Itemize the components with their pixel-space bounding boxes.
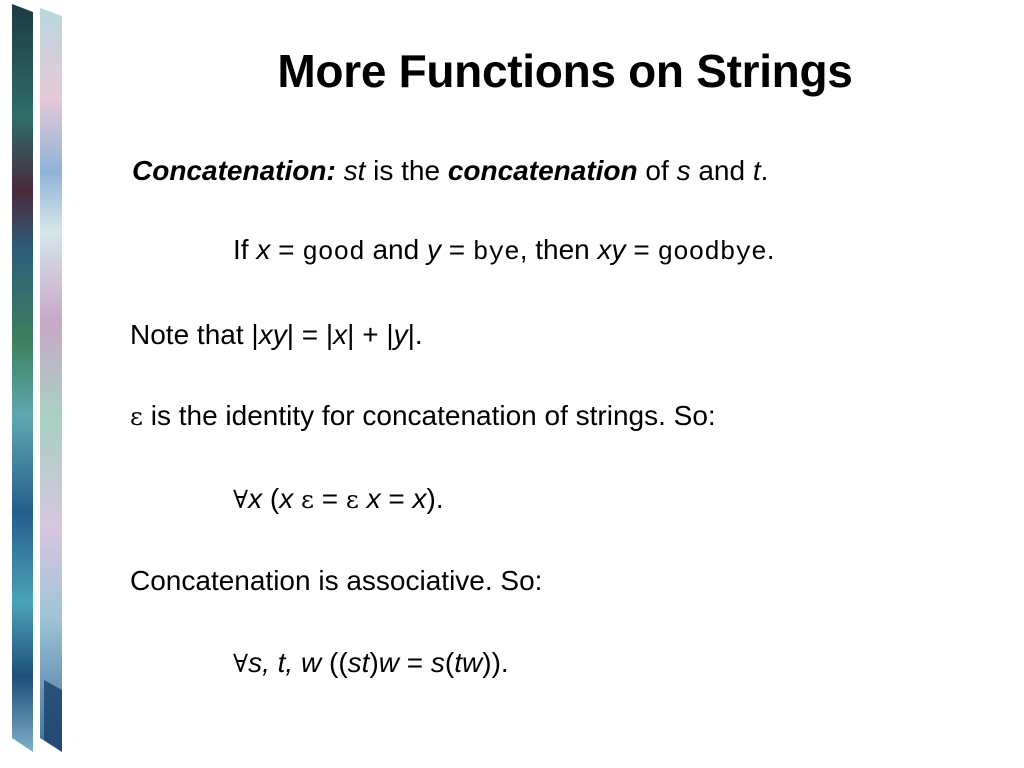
slide-title: More Functions on Strings — [277, 45, 853, 97]
concatenation-definition: Concatenation: st is the concatenation of s and t. — [132, 155, 769, 186]
concatenation-example: If x = good and y = bye, then xy = goodbye. — [233, 234, 775, 267]
decorative-border-strip — [0, 0, 80, 768]
identity-formula: ∀x (x ε = ε x = x). — [233, 483, 444, 514]
length-note: Note that |xy| = |x| + |y|. — [130, 319, 423, 350]
associativity-statement: Concatenation is associative. So: — [130, 565, 543, 596]
associativity-formula: ∀s, t, w ((st)w = s(tw)). — [233, 647, 509, 678]
identity-statement: ε is the identity for concatenation of strings. So: — [130, 400, 716, 431]
